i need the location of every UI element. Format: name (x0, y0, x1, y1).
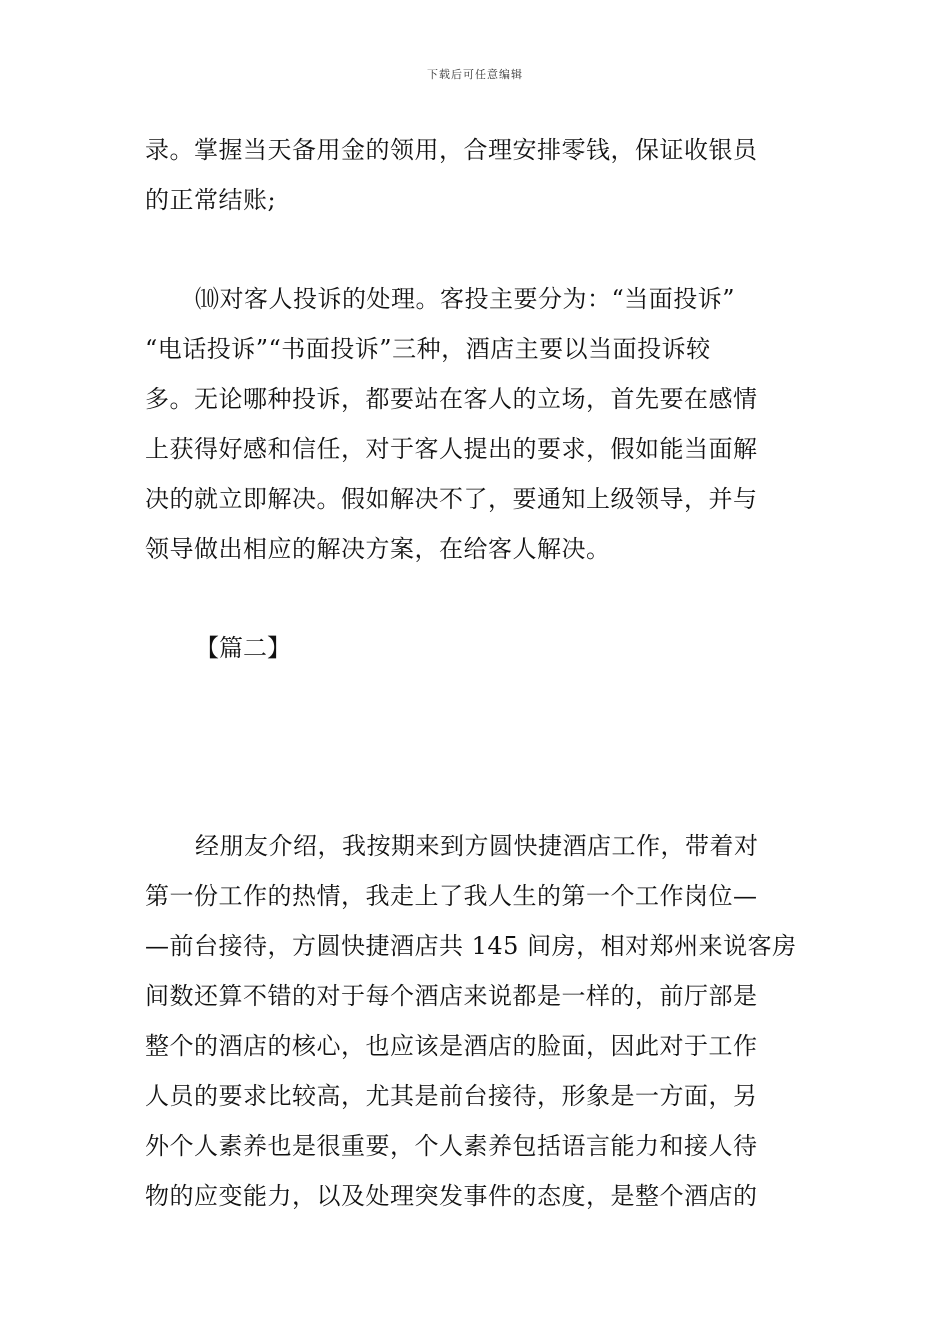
paragraph-line: —前台接待，方圆快捷酒店共 145 间房，相对郑州来说客房 (145, 932, 797, 960)
paragraph-line: 经朋友介绍，我按期来到方圆快捷酒店工作，带着对 (195, 832, 759, 860)
paragraph-line: 录。掌握当天备用金的领用，合理安排零钱，保证收银员 (145, 136, 758, 164)
paragraph-line: 间数还算不错的对于每个酒店来说都是一样的，前厅部是 (145, 982, 758, 1010)
paragraph-line: ⑽对客人投诉的处理。客投主要分为：“当面投诉” (195, 285, 736, 313)
download-note: 下载后可任意编辑 (427, 68, 523, 81)
paragraph-line: 整个的酒店的核心，也应该是酒店的脸面，因此对于工作 (145, 1032, 758, 1060)
section-heading: 【篇二】 (195, 634, 291, 662)
paragraph-line: “电话投诉”“书面投诉”三种，酒店主要以当面投诉较 (145, 335, 711, 363)
paragraph-line: 第一份工作的热情，我走上了我人生的第一个工作岗位— (145, 882, 758, 910)
paragraph-line: 多。无论哪种投诉，都要站在客人的立场，首先要在感情 (145, 385, 758, 413)
paragraph-line: 人员的要求比较高，尤其是前台接待，形象是一方面，另 (145, 1082, 758, 1110)
paragraph-line: 决的就立即解决。假如解决不了，要通知上级领导，并与 (145, 485, 758, 513)
paragraph-line: 物的应变能力，以及处理突发事件的态度，是整个酒店的 (145, 1182, 758, 1210)
paragraph-line: 上获得好感和信任，对于客人提出的要求，假如能当面解 (145, 435, 758, 463)
paragraph-line: 领导做出相应的解决方案，在给客人解决。 (145, 535, 611, 563)
paragraph-line: 的正常结账; (145, 186, 277, 214)
paragraph-line: 外个人素养也是很重要，个人素养包括语言能力和接人待 (145, 1132, 758, 1160)
